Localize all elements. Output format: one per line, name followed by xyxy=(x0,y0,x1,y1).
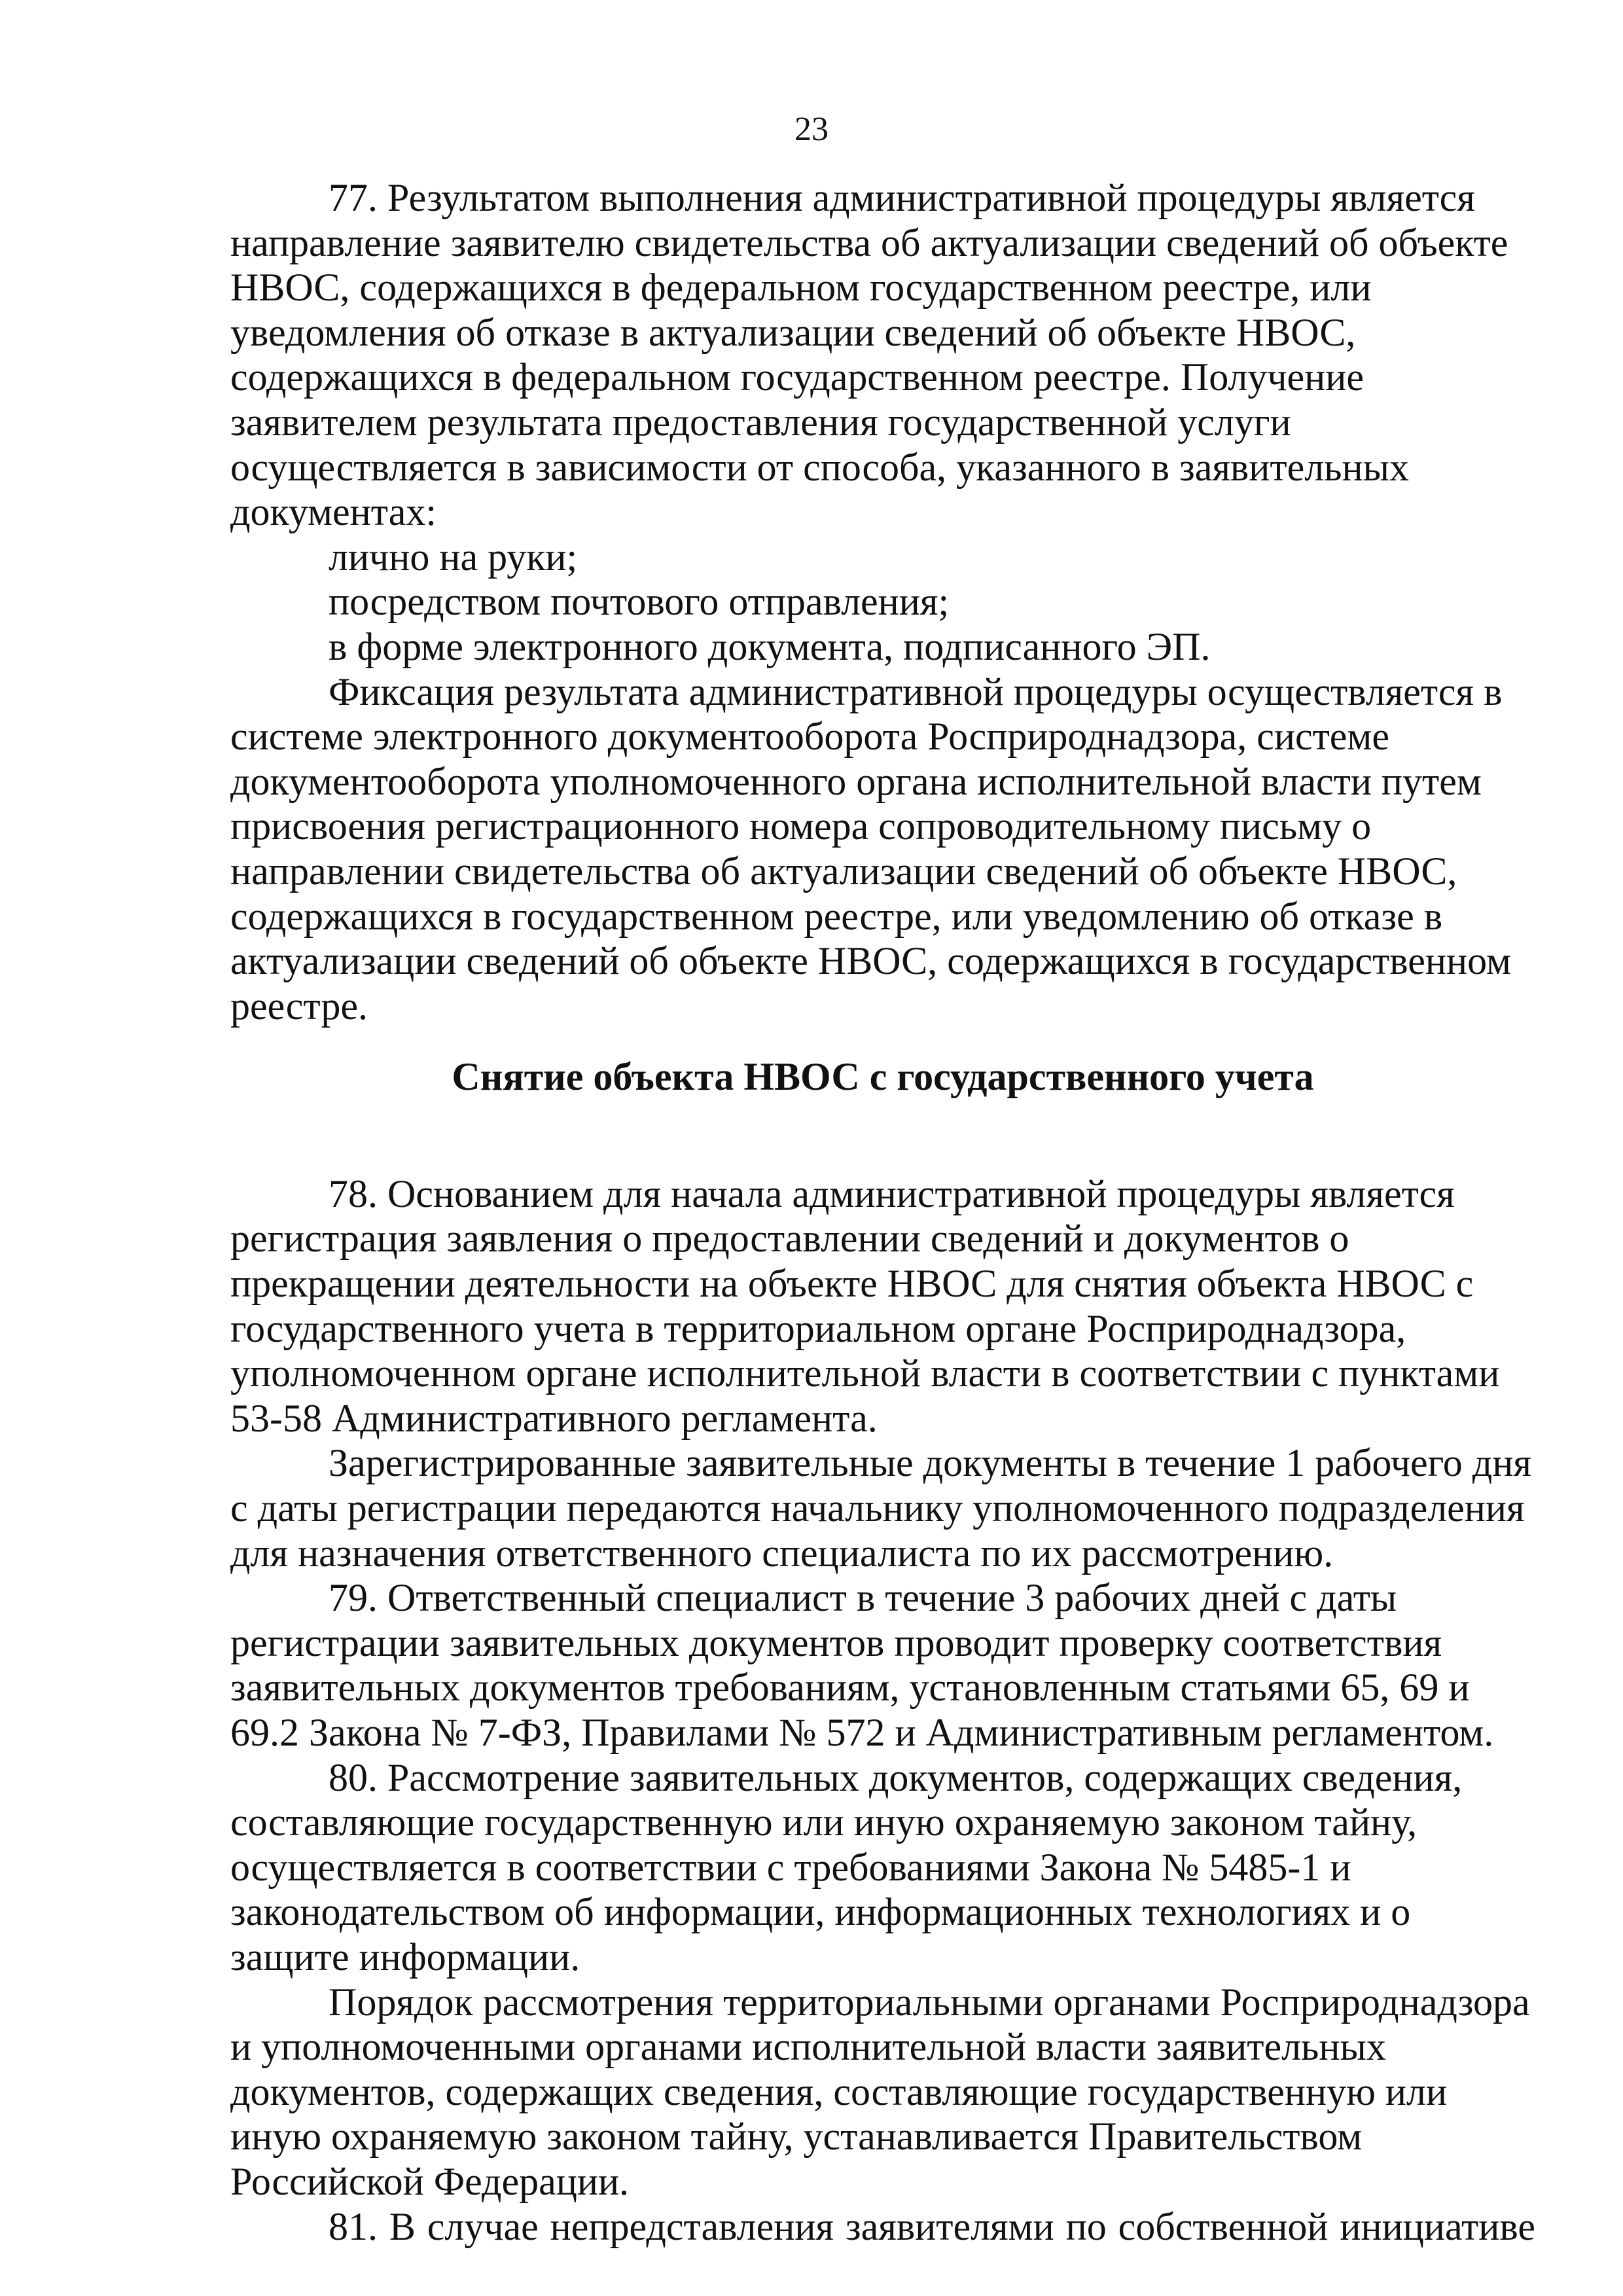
paragraph-81: 81. В случае непредставления заявителями по собственной инициативе xyxy=(329,2204,1535,2248)
page-number: 23 xyxy=(794,111,829,148)
paragraph-78: 78. Основанием для начала административной процедуры является регистрация заявления о предоставлении сведений и документов о прекращении деятельности на объекте НВОС для снятия объекта НВОС с государственного учета в территориальном органе Росприроднадзора, уполномоченном органе исполнительной власти в соответствии с пунктами 53-58 Административного регламента. xyxy=(230,1172,1500,1440)
paragraph-procedure: Порядок рассмотрения территориальными органами Росприроднадзора и уполномоченными органами исполнительной власти заявительных документов, содержащих сведения, составляющие государственную или иную охраняемую законом тайну, устанавливается Правительством Российской Федерации. xyxy=(230,1980,1530,2203)
paragraph-79: 79. Ответственный специалист в течение 3 рабочих дней с даты регистрации заявительных документов проводит проверку соответствия заявительных документов требованиям, установленным статьями 65, 69 и 69.2 Закона № 7-ФЗ, Правилами № 572 и Административным регламентом. xyxy=(230,1576,1494,1754)
document-body xyxy=(230,175,1535,2249)
paragraph-77: 77. Результатом выполнения административной процедуры является направление заявителю свидетельства об актуализации сведений об объекте НВОС, содержащихся в федеральном государственном реестре, или уведомления об отказе в актуализации сведений об объекте НВОС, содержащихся в федеральном государственном реестре. Получение заявителем результата предоставления государственной услуги осуществляется в зависимости от способа, указанного в заявительных документах: xyxy=(230,176,1508,534)
section-heading: Снятие объекта НВОС с государственного учета xyxy=(452,1055,1314,1099)
paragraph-fixation: Фиксация результата административной процедуры осуществляется в системе электронного документооборота Росприроднадзора, системе документооборота уполномоченного органа исполнительной власти путем присвоения регистрационного номера сопроводительному письму о направлении свидетельства об актуализации сведений об объекте НВОС, содержащихся в государственном реестре, или уведомлению об отказе в актуализации сведений об объекте НВОС, содержащихся в государственном реестре. xyxy=(230,670,1511,1028)
list-item-electronic: в форме электронного документа, подписанного ЭП. xyxy=(329,624,1211,668)
paragraph-registered-documents: Зарегистрированные заявительные документы в течение 1 рабочего дня с даты регистрации передаются начальнику уполномоченного подразделения для назначения ответственного специалиста по их рассмотрению. xyxy=(230,1441,1532,1575)
list-item-by-mail: посредством почтового отправления; xyxy=(329,580,950,624)
paragraph-80: 80. Рассмотрение заявительных документов, содержащих сведения, составляющие государственную или иную охраняемую законом тайну, осуществляется в соответствии с требованиями Закона № 5485-1 и законодательством об информации, информационных технологиях и о защите информации. xyxy=(230,1755,1463,1979)
list-item-in-person: лично на руки; xyxy=(329,535,578,579)
